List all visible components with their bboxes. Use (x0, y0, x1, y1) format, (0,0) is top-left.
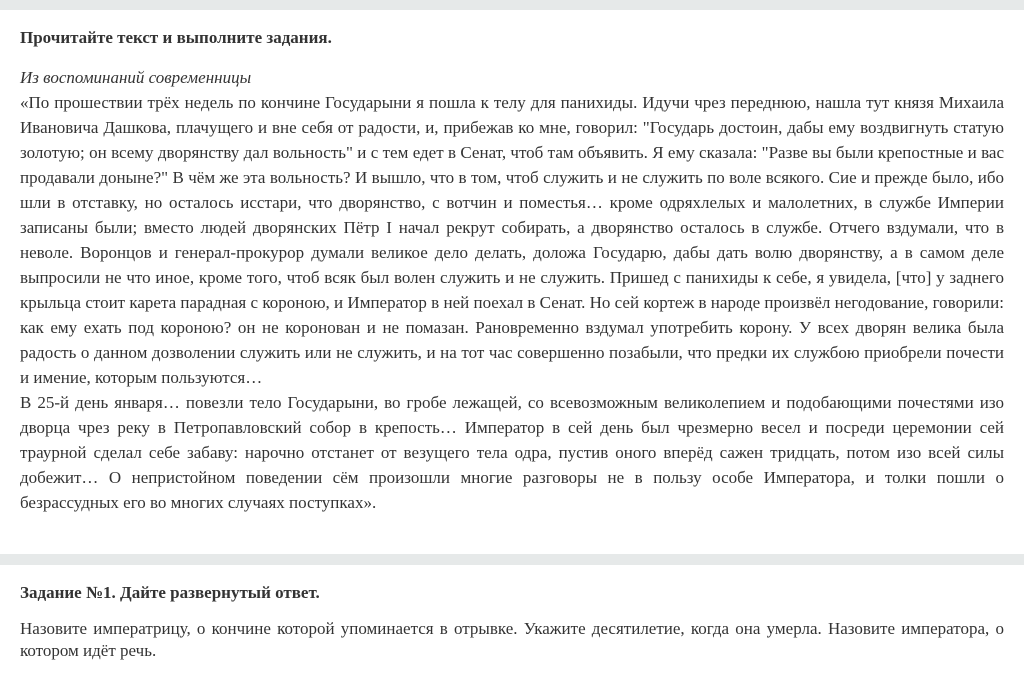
source-caption: Из воспоминаний современницы (20, 68, 252, 87)
reading-paragraph-1: «По прошествии трёх недель по кончине Государыни я пошла к телу для панихиды. Идучи чрез переднюю, нашла тут князя Михаила Ивановича Дашкова, плачущего и вне себя от радости, и, прибежав ко мне, говорил: "Государь достоин, дабы ему воздвигнуть статую золотую; он всему дворянству дал вольность" и с тем едет в Сенат, чтоб там объявить. Я ему сказала: "Разве вы были крепостные и вас продавали доныне?" В чём же эта вольность? И вышло, что в том, чтоб служить и не служить по воле всякого. Сие и прежде было, ибо шли в отставку, но осталось исстари, что дворянство, с вотчин и поместья… кроме одряхлелых и малолетних, в службе Империи записаны были; вместо людей дворянских Пётр I начал рекрут собирать, а дворянство осталось в службе. Отчего вздумали, что в неволе. Воронцов и генерал-прокурор думали великое дело делать, доложа Государю, дабы дать волю дворянству, а в самом деле выпросили не что иное, кроме того, чтоб всяк был волен служить и не служить. Пришед с панихиды к себе, я увидела, [что] у заднего крыльца стоит карета парадная с короною, и Император в ней поехал в Сенат. Но сей кортеж в народе произвёл негодование, говорили: как ему ехать под короною? он не коронован и не помазан. Рановременно вздумал употребить корону. У всех дворян велика была радость о данном дозволении служить или не служить, и на тот час совершенно позабыли, что предки их службою приобрели почести и имение, которым пользуются… (20, 93, 1004, 387)
task-panel (0, 565, 1024, 695)
task-heading: Задание №1. Дайте развернутый ответ. (20, 583, 320, 602)
reading-heading: Прочитайте текст и выполните задания. (20, 28, 332, 47)
reading-panel (0, 10, 1024, 554)
task-question: Назовите императрицу, о кончине которой упоминается в отрывке. Укажите десятилетие, когда она умерла. Назовите императора, о котором идёт речь. (20, 619, 1004, 660)
reading-paragraph-2: В 25-й день января… повезли тело Государыни, во гробе лежащей, со всевозможным великолепием и подобающими почестями изо дворца чрез реку в Петропавловский собор в крепость… Император в сей день был чрезмерно весел и посреди церемонии сей траурной сделал себе забаву: нарочно отстанет от везущего тела одра, пустив оного вперёд сажен тридцать, потом изо всей силы добежит… О непристойном поведении сём произошли многие разговоры не в пользу особе Императора, и толки пошли о безрассудных его во многих случаях поступках». (20, 393, 1004, 512)
